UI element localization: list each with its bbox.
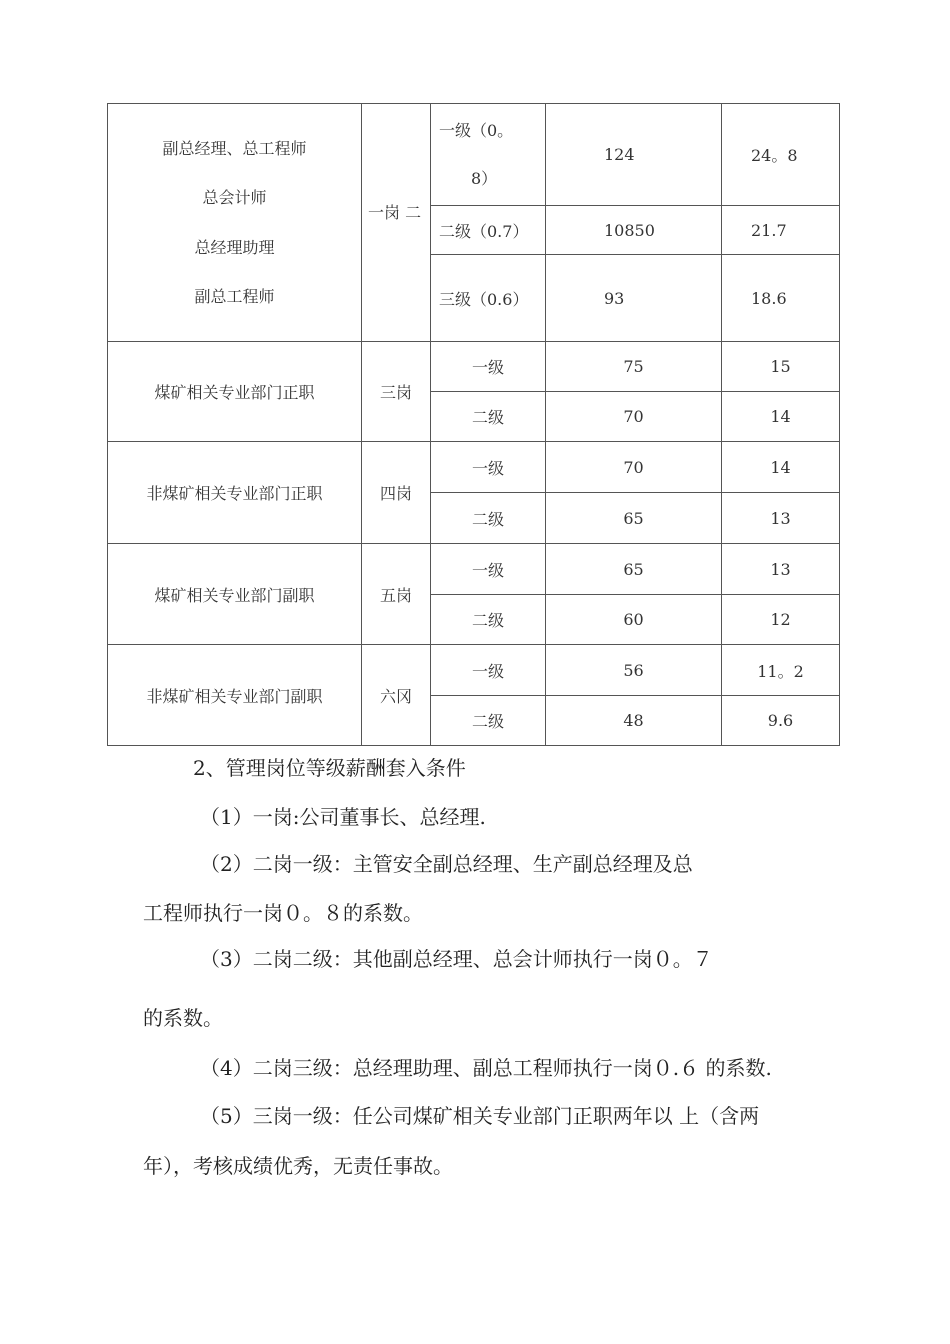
position-title: 副总工程师 <box>194 287 275 306</box>
grade-cell: 二级 <box>431 696 546 746</box>
paragraph-2-line-1: （2）二岗一级：主管安全副总经理、生产副总经理及总 <box>200 852 693 876</box>
base-value: 70 <box>546 392 722 442</box>
grade-cell: 三级（0.6） <box>431 255 546 342</box>
post-label: 五岗 <box>362 544 431 645</box>
coef-value: 13 <box>722 544 840 595</box>
position-title: 总经理助理 <box>194 237 275 257</box>
coef-value: 18.6 <box>722 255 840 342</box>
base-value: 124 <box>546 104 722 206</box>
position-title: 总会计师 <box>202 188 267 207</box>
paragraph-4: （4）二岗三级：总经理助理、副总工程师执行一岗０.６ 的系数. <box>200 1056 772 1080</box>
base-value: 93 <box>546 255 722 342</box>
post-label: 四岗 <box>362 442 431 544</box>
position-title: 副总经理、总工程师 <box>162 138 307 158</box>
table-row <box>108 442 840 493</box>
base-value: 48 <box>546 696 722 746</box>
grade-cell: 一级 <box>431 645 546 696</box>
salary-grade-table <box>107 103 840 746</box>
coef-value: 14 <box>722 392 840 442</box>
paragraph-5-line-1: （5）三岗一级：任公司煤矿相关专业部门正职两年以 上（含两 <box>200 1104 760 1128</box>
grade-cell: 二级 <box>431 493 546 544</box>
base-value: 60 <box>546 595 722 645</box>
grade-cell: 二级（0.7） <box>431 206 546 255</box>
paragraph-1: （1）一岗:公司董事长、总经理. <box>200 805 486 829</box>
post-label: 六冈 <box>362 645 431 746</box>
paragraph-3-line-1: （3）二岗二级：其他副总经理、总会计师执行一岗０。７ <box>200 947 713 971</box>
table-row <box>108 544 840 595</box>
table-row <box>108 342 840 392</box>
position-title-cell <box>108 104 362 342</box>
position-title: 非煤矿相关专业部门正职 <box>108 442 362 544</box>
grade-cell: 一级 <box>431 442 546 493</box>
coef-value: 11。2 <box>722 645 840 696</box>
coef-value: 12 <box>722 595 840 645</box>
grade-cell: 一级 <box>431 544 546 595</box>
section-heading: 2、管理岗位等级薪酬套入条件 <box>193 756 466 780</box>
paragraph-2-line-2: 工程师执行一岗０。８的系数。 <box>143 901 423 925</box>
grade-label-line2: 8） <box>471 168 498 188</box>
paragraph-5-line-2: 年），考核成绩优秀，无责任事故。 <box>143 1154 453 1178</box>
coef-value: 9.6 <box>722 696 840 746</box>
grade-cell: 一级 <box>431 342 546 392</box>
grade-cell: 二级 <box>431 595 546 645</box>
grade-cell: 二级 <box>431 392 546 442</box>
base-value: 10850 <box>546 206 722 255</box>
base-value: 65 <box>546 493 722 544</box>
position-title: 非煤矿相关专业部门副职 <box>108 645 362 746</box>
post-label: 三岗 <box>362 342 431 442</box>
base-value: 56 <box>546 645 722 696</box>
base-value: 70 <box>546 442 722 493</box>
post-cell <box>362 104 431 342</box>
coef-value: 21.7 <box>722 206 840 255</box>
grade-label-line1: 一级（0。 <box>439 120 514 140</box>
position-title: 煤矿相关专业部门副职 <box>108 544 362 645</box>
base-value: 65 <box>546 544 722 595</box>
table-row <box>108 104 840 206</box>
position-title: 煤矿相关专业部门正职 <box>108 342 362 442</box>
grade-cell <box>431 104 546 206</box>
base-value: 75 <box>546 342 722 392</box>
coef-value: 15 <box>722 342 840 392</box>
table-row <box>108 645 840 696</box>
coef-value: 13 <box>722 493 840 544</box>
post-label: 一岗 二 <box>368 203 422 222</box>
paragraph-3-line-2: 的系数。 <box>143 1006 223 1030</box>
coef-value: 14 <box>722 442 840 493</box>
coef-value: 24。8 <box>722 104 840 206</box>
